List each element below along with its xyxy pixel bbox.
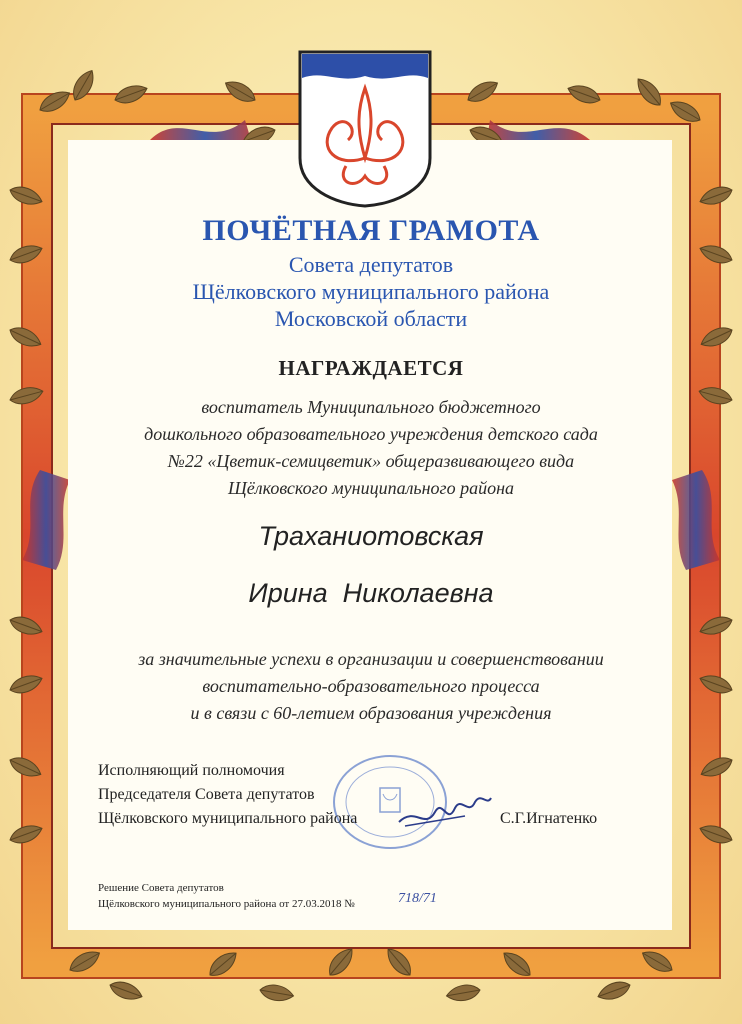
award-reason-line: и в связи с 60-летием образования учреждения — [190, 703, 552, 723]
certificate-title: ПОЧЁТНАЯ ГРАМОТА — [202, 214, 540, 247]
decision-number-handwritten: 718/71 — [398, 891, 437, 906]
signature-icon — [395, 786, 495, 836]
recipient-position-line: дошкольного образовательного учреждения детского сада — [144, 424, 598, 444]
issuer-line: Совета депутатов — [288, 252, 454, 277]
recipient-position-line: №22 «Цветик-семицветик» общеразвивающего вида — [167, 451, 575, 471]
signatory-title-line: Исполняющий полномочия — [98, 762, 285, 779]
award-reason-line: воспитательно-образовательного процесса — [202, 676, 540, 696]
recipient-surname: Траханиотовская — [258, 521, 484, 551]
coat-of-arms-icon — [296, 48, 434, 208]
recipient-given-name: Ирина Николаевна — [248, 578, 494, 608]
recipient-position-line: Щёлковского муниципального района — [228, 478, 514, 498]
issuer-line: Московской области — [274, 306, 468, 331]
signatory-title-line: Щёлковского муниципального района — [98, 810, 358, 827]
award-reason-line: за значительные успехи в организации и совершенствовании — [138, 649, 604, 669]
signatory-name: С.Г.Игнатенко — [500, 810, 598, 827]
decision-line: Решение Совета депутатов — [98, 882, 224, 894]
decision-line: Щёлковского муниципального района от 27.03.2018 № — [98, 898, 355, 910]
issuer-line: Щёлковского муниципального района — [192, 279, 550, 304]
signatory-title-line: Председателя Совета депутатов — [98, 786, 315, 803]
recipient-position-line: воспитатель Муниципального бюджетного — [201, 397, 541, 417]
awarded-heading: НАГРАЖДАЕТСЯ — [278, 356, 464, 380]
